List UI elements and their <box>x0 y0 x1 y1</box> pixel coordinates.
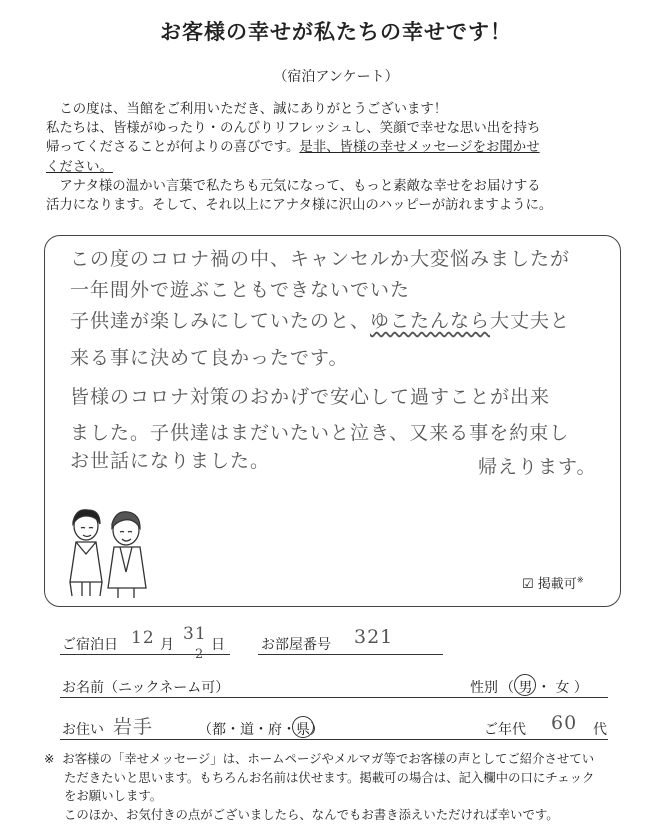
prefecture-options <box>198 719 324 739</box>
age-unit: 代 <box>593 722 607 738</box>
message-line: ました。子供達はまだいたいと泣き、又来る事を約束し <box>70 422 570 444</box>
footnote-line: このほか、お気付きの点がございましたら、なんでもお書き添えいただければ幸いです。 <box>64 806 559 822</box>
pref-ken-option[interactable] <box>296 719 310 739</box>
gender-options <box>500 677 588 697</box>
stay-day-value: 31 <box>183 624 207 644</box>
publish-checkbox-row[interactable] <box>522 573 584 592</box>
gender-male-option[interactable] <box>518 677 532 697</box>
footnote-mark: ※ <box>44 751 55 766</box>
pref-circle-mark <box>292 716 314 738</box>
message-line <box>70 306 570 333</box>
age-label: ご年代 <box>484 722 526 738</box>
intro-text-underlined: 是非、皆様の幸せメッセージをお聞かせ <box>299 140 540 156</box>
publish-checkbox[interactable]: ☑ <box>522 577 534 592</box>
message-line: この度のコロナ禍の中、キャンセルか大変悩みましたが <box>70 248 571 270</box>
footnote-text: お客様の「幸せメッセージ」は、ホームページやメルマガ等でお客様の声としてご紹介させてい <box>62 751 595 766</box>
intro-line: アナタ様の温かい言葉で私たちも元気になって、もっと素敵な幸せをお届けする <box>59 178 541 194</box>
intro-line: この度は、当館をご利用いただき、誠にありがとうございます！ <box>59 102 448 117</box>
stay-day-extra: 2 <box>195 647 205 662</box>
message-line: 皆様のコロナ対策のおかげで安心して過すことが出来 <box>70 386 551 408</box>
footnote-line: ただきたいと思います。もちろんお名前は伏せます。掲載可の場合は、記入欄中の口にチェック <box>64 769 595 785</box>
stay-month-value: 12 <box>131 628 155 648</box>
stay-date-underline <box>60 654 230 655</box>
staff-illustration <box>62 502 158 600</box>
message-line: 来る事に決めて良かったです。 <box>70 347 349 369</box>
address-value: 岩手 <box>113 716 154 738</box>
gender-female-option[interactable]: 女 <box>555 680 570 696</box>
gender-bracket: ） <box>573 680 588 696</box>
pref-separator: ・ <box>282 722 296 738</box>
stay-date-label: ご宿泊日 <box>62 637 118 653</box>
publish-label: 掲載可 <box>537 577 577 592</box>
pref-dou-option[interactable]: 道 <box>240 722 254 738</box>
room-value: 321 <box>354 626 394 648</box>
address-label: お住い <box>62 722 104 738</box>
address-underline <box>60 739 608 740</box>
message-text-underlined: ゆこたんなら <box>370 310 491 332</box>
gender-circle-mark <box>514 674 536 696</box>
intro-line: 私たちは、皆様がゆったり・のんびりリフレッシュし、笑顔で幸せな思い出を持ち <box>46 121 541 137</box>
message-text: 子供達が楽しみにしていたのと、 <box>70 310 371 332</box>
month-unit: 月 <box>160 637 174 653</box>
message-line: お世話になりました。 <box>70 450 271 472</box>
message-line: 帰えります。 <box>478 456 597 478</box>
message-text: 大丈夫と <box>490 310 571 332</box>
intro-line: ください。 <box>46 159 113 175</box>
gender-bracket: （ <box>500 680 514 696</box>
gender-separator: ・ <box>536 680 551 696</box>
intro-text-plain: 帰ってくださることが何よりの喜びです。 <box>46 140 300 156</box>
room-label: お部屋番号 <box>261 637 331 653</box>
name-label: お名前（ニックネーム可） <box>62 680 230 696</box>
footnote-line: をお願いします。 <box>64 788 163 803</box>
message-line: 一年間外で遊ぶこともできないでいた <box>70 279 411 301</box>
pref-ken-text: 県 <box>296 722 310 738</box>
day-unit: 日 <box>211 637 225 653</box>
gender-label: 性別 <box>470 680 498 696</box>
pref-separator: ・ <box>226 722 240 738</box>
gender-male-text: 男 <box>518 680 533 696</box>
pref-separator: ・ <box>254 722 268 738</box>
publish-note: ※ <box>576 575 584 585</box>
page-subtitle: （宿泊アンケート） <box>273 69 399 85</box>
age-value: 60 <box>551 712 578 734</box>
pref-fu-option[interactable]: 府 <box>268 722 282 738</box>
page-title: お客様の幸せが私たちの幸せです！ <box>160 20 512 44</box>
footnote <box>44 750 644 824</box>
pref-to-option[interactable]: 都 <box>212 722 226 738</box>
room-underline <box>258 654 443 655</box>
pref-bracket: ） <box>310 722 324 738</box>
footnote-line <box>44 750 644 769</box>
intro-text <box>46 100 636 215</box>
intro-line: 活力になります。そして、それ以上にアナタ様に沢山のハッピーが訪れますように。 <box>46 198 553 214</box>
pref-bracket: （ <box>198 722 212 738</box>
name-underline <box>60 697 608 698</box>
intro-line <box>46 138 636 157</box>
